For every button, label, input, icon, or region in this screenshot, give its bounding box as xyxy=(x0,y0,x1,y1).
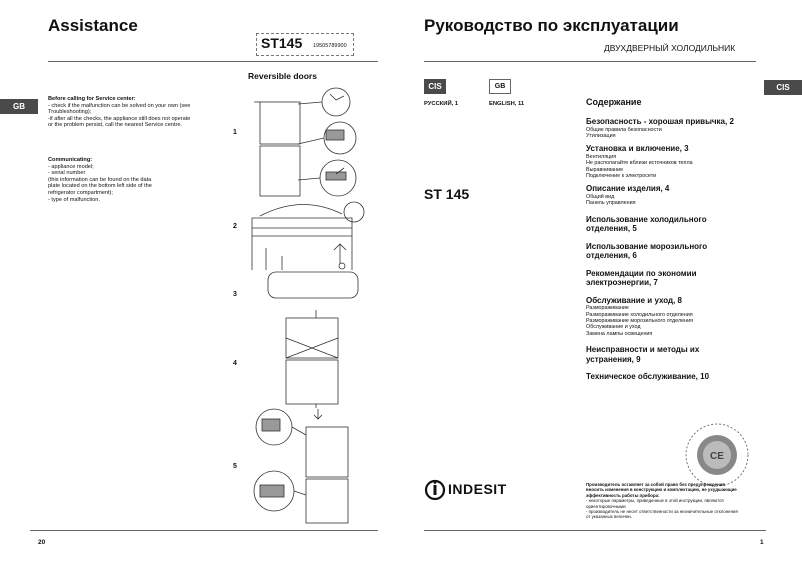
toc-entry xyxy=(586,117,756,139)
lang-cis-box[interactable]: CIS xyxy=(424,79,446,94)
bottom-rule-left xyxy=(30,530,378,531)
toc-sub: Утилизация xyxy=(586,132,616,139)
toc-sub: Размораживание холодильного отделения xyxy=(586,311,693,318)
notice-line: от указанных величин. xyxy=(586,514,633,520)
cis-tab: CIS xyxy=(764,80,802,95)
notice-heading: вносить изменения в конструкцию и комплектацию, не ухудшающие xyxy=(586,487,737,493)
step-number: 4 xyxy=(233,360,237,367)
step-number: 1 xyxy=(233,129,237,136)
step-number: 3 xyxy=(233,291,237,298)
model-label: ST145 xyxy=(261,35,303,51)
certification-seal-icon xyxy=(684,422,750,488)
page-number-left: 20 xyxy=(38,539,46,546)
toc-sub: Не располагайте вблизи источников тепла xyxy=(586,160,693,167)
toc-entry-title[interactable]: Обслуживание и уход, 8 xyxy=(586,295,682,305)
seal-text: CE xyxy=(710,451,724,462)
toc-entry-title[interactable]: электроэнергии, 7 xyxy=(586,278,658,288)
toc-entry-title[interactable]: Описание изделия, 4 xyxy=(586,184,670,194)
toc-entry xyxy=(586,184,756,206)
toc-sub: Панель управления xyxy=(586,200,636,207)
indesit-logo-icon xyxy=(424,479,446,501)
lang-gb-box[interactable]: GB xyxy=(489,79,511,94)
toc-sub: Размораживание морозильного отделения xyxy=(586,318,694,325)
toc-entry-title[interactable]: отделения, 6 xyxy=(586,251,637,261)
toc-entry-title[interactable]: Рекомендации по экономии xyxy=(586,268,697,278)
bottom-rule-right xyxy=(424,530,766,531)
step4-diagram xyxy=(280,308,350,408)
toc xyxy=(586,117,756,382)
model-heading: ST 145 xyxy=(424,186,470,202)
comm-line: plate located on the bottom left side of the xyxy=(48,183,152,190)
service-block xyxy=(48,96,238,129)
comm-line: - type of malfunction. xyxy=(48,196,100,203)
toc-sub: Замена лампы освещения xyxy=(586,330,653,337)
lang-cis-label: РУССКИЙ, 1 xyxy=(424,101,459,107)
toc-entry xyxy=(586,345,756,364)
notice-line: - некоторые параметры, приведенные в этой инструкции, являются xyxy=(586,498,724,504)
service-line: -if after all the checks, the appliance still does not operate xyxy=(48,115,191,122)
toc-entry-title[interactable]: устранения, 9 xyxy=(586,354,641,364)
step1-diagram xyxy=(252,80,362,200)
notice-heading: эффективность работы прибора: xyxy=(586,492,660,498)
toc-sub: Подключение к электросети xyxy=(586,173,657,180)
top-rule-left xyxy=(48,61,378,62)
toc-entry xyxy=(586,242,756,261)
notice-line: ориентировочными xyxy=(586,503,626,509)
toc-sub: Вентиляция xyxy=(586,153,617,160)
toc-entry-title[interactable]: Использование холодильного xyxy=(586,214,707,224)
notice-block xyxy=(586,482,762,520)
step-number: 2 xyxy=(233,223,237,230)
comm-heading: Communicating: xyxy=(48,157,93,163)
top-rule-right xyxy=(424,61,756,62)
toc-sub: Размораживание xyxy=(586,305,629,312)
model-code: 19505789900 xyxy=(313,43,347,49)
comm-line: - appliance model; xyxy=(48,163,94,170)
communicating-block xyxy=(48,157,238,203)
toc-entry xyxy=(586,372,756,382)
step5-diagram xyxy=(250,405,365,525)
step-number: 5 xyxy=(233,463,237,470)
toc-entry-title[interactable]: Использование морозильного xyxy=(586,241,708,251)
comm-line: refrigerator compartment); xyxy=(48,189,113,196)
notice-line: - производитель не несет ответственности за незначительные отклонения xyxy=(586,509,738,515)
toc-entry-title[interactable]: Техническое обслуживание, 10 xyxy=(586,372,710,382)
toc-sub: Выравнивание xyxy=(586,166,624,173)
service-line: Troubleshooting); xyxy=(48,109,92,116)
toc-entry xyxy=(586,269,756,288)
service-heading: Before calling for Service center: xyxy=(48,96,136,102)
comm-line: (this information can be found on the data xyxy=(48,176,152,183)
toc-entry-title[interactable]: отделения, 5 xyxy=(586,224,637,234)
toc-entry-title[interactable]: Неисправности и методы их xyxy=(586,345,700,355)
toc-entry xyxy=(586,215,756,234)
manual-subtitle: ДВУХДВЕРНЫЙ ХОЛОДИЛЬНИК xyxy=(604,43,736,53)
service-line: - check if the malfunction can be solved on your own (see xyxy=(48,102,191,109)
gb-tab: GB xyxy=(0,99,38,114)
lang-gb-label: ENGLISH, 11 xyxy=(489,101,525,107)
assistance-title: Assistance xyxy=(48,16,138,35)
brand-name: INDESIT xyxy=(448,481,507,497)
toc-entry-title[interactable]: Установка и включение, 3 xyxy=(586,144,689,154)
toc-entry-title[interactable]: Безопасность - хорошая привычка, 2 xyxy=(586,117,734,126)
toc-title: Содержание xyxy=(586,97,642,107)
reversible-doors-title: Reversible doors xyxy=(248,71,317,81)
notice-heading: Производитель оставляет за собой право без предупреждения xyxy=(586,482,725,487)
toc-entry xyxy=(586,144,756,179)
toc-sub: Обслуживание и уход xyxy=(586,324,641,331)
manual-title: Руководство по эксплуатации xyxy=(424,16,679,35)
service-line: or the problem persist, call the nearest Service centre. xyxy=(48,122,183,129)
toc-sub: Общий вид xyxy=(586,193,615,200)
toc-sub: Общие правила безопасности xyxy=(586,126,662,133)
page-number-right: 1 xyxy=(760,539,764,546)
toc-entry xyxy=(586,296,756,338)
comm-line: - serial number xyxy=(48,170,86,177)
step3-diagram xyxy=(262,240,362,305)
